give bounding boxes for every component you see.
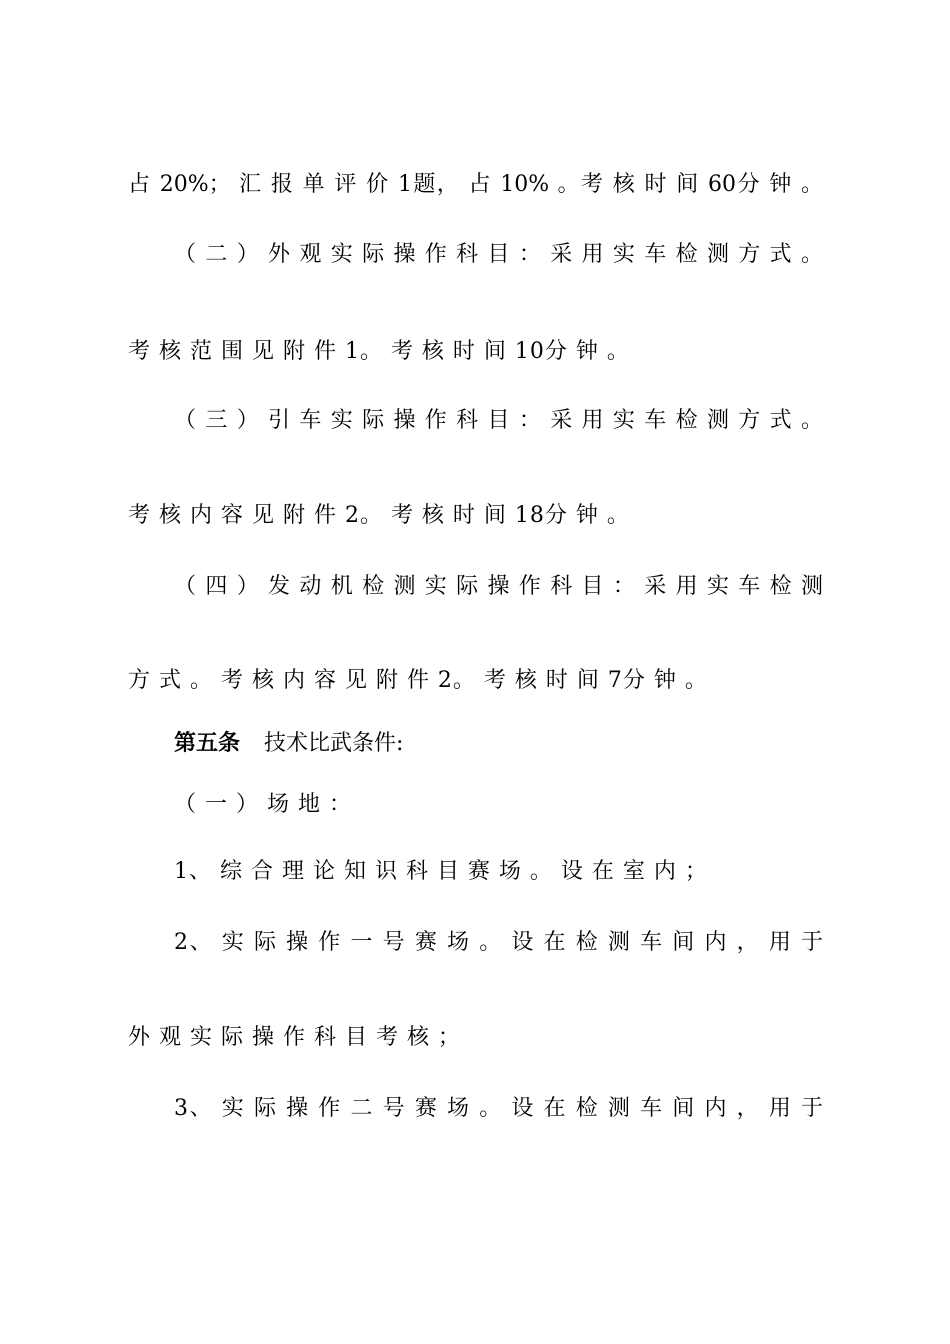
text-line: 考 核 内 容 见 附 件 2。 考 核 时 间 18分 钟 。 <box>128 503 630 528</box>
paragraph-line-11 <box>128 1023 461 1053</box>
text-line: 1、 综 合 理 论 知 识 科 目 赛 场 。 设 在 室 内 ； <box>174 859 708 884</box>
paragraph-line-5 <box>128 501 630 531</box>
paragraph-line-6 <box>174 572 823 602</box>
paragraph-line-12 <box>174 1094 823 1124</box>
text-line: （ 二 ） 外 观 实 际 操 作 科 目 ： 采 用 实 车 检 测 方 式 。 <box>174 242 823 267</box>
paragraph-line-3 <box>128 337 630 367</box>
paragraph-line-2 <box>174 240 823 270</box>
text-line: 3、 实 际 操 作 二 号 赛 场 。 设 在 检 测 车 间 内 ， 用 于 <box>174 1096 823 1121</box>
paragraph-line-1 <box>128 170 823 200</box>
text-line: 2、 实 际 操 作 一 号 赛 场 。 设 在 检 测 车 间 内 ， 用 于 <box>174 930 823 955</box>
text-line: 考 核 范 围 见 附 件 1。 考 核 时 间 10分 钟 。 <box>128 339 630 364</box>
article-title: 技术比武条件: <box>264 731 404 756</box>
text-line: 方 式 。 考 核 内 容 见 附 件 2。 考 核 时 间 7分 钟 。 <box>128 668 708 693</box>
paragraph-line-8 <box>174 790 352 820</box>
paragraph-line-4 <box>174 406 823 436</box>
text-line: （ 四 ） 发 动 机 检 测 实 际 操 作 科 目 ： 采 用 实 车 检 测 <box>174 574 823 599</box>
text-line: 占 20%； 汇 报 单 评 价 1题， 占 10% 。考 核 时 间 60分 钟 。 <box>128 172 823 197</box>
text-line: （ 一 ） 场 地 ： <box>174 792 352 817</box>
article-heading-line <box>174 728 403 759</box>
paragraph-line-7 <box>128 666 708 696</box>
paragraph-line-10 <box>174 928 823 958</box>
text-line: 外 观 实 际 操 作 科 目 考 核 ； <box>128 1025 461 1050</box>
paragraph-line-9 <box>174 857 708 887</box>
article-number: 第五条 <box>174 730 241 756</box>
text-line: （ 三 ） 引 车 实 际 操 作 科 目 ： 采 用 实 车 检 测 方 式 。 <box>174 408 823 433</box>
